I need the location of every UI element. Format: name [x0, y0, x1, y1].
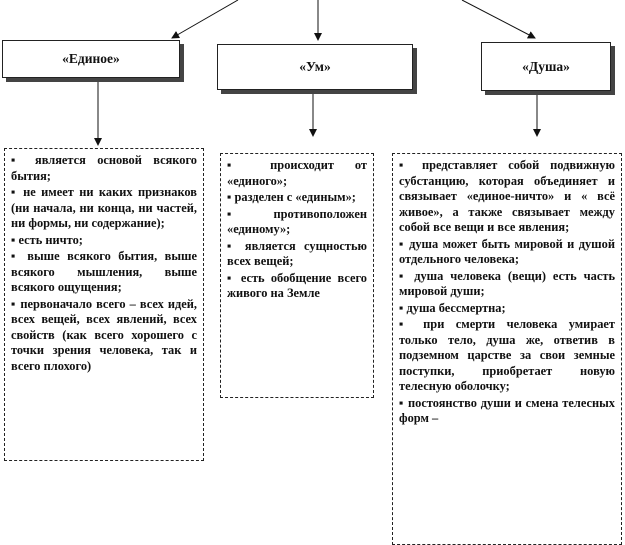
list-item: ▪ при смерти человека умирает только тело, душа же, ответив в подземном царстве за свои земные поступки, приобретает новую телесную оболочку;	[399, 317, 615, 395]
header-dusha	[481, 42, 611, 91]
list-item: ▪ происходит от «единого»;	[227, 158, 367, 189]
header-edinoe	[2, 40, 180, 78]
list-item: ▪ не имеет ни каких признаков (ни начала, ни конца, ни частей, ни формы, ни содержание);	[11, 185, 197, 232]
list-item: ▪ разделен с «единым»;	[227, 190, 367, 206]
header-um	[217, 44, 413, 90]
list-item: ▪ душа может быть мировой и душой отдельного человека;	[399, 237, 615, 268]
list-item: ▪ душа человека (вещи) есть часть мировой души;	[399, 269, 615, 300]
list-item: ▪ представляет собой подвижную субстанцию, которая объединяет и связывает «единое-ничто» и « всё живое», а также связывает между собой все вещи и все явления;	[399, 158, 615, 236]
list-item: ▪ постоянство души и смена телесных форм –	[399, 396, 615, 427]
list-item: ▪ есть обобщение всего живого на Земле	[227, 271, 367, 302]
arrow-to-edinoe	[172, 0, 238, 38]
list-item: ▪ является основой всякого бытия;	[11, 153, 197, 184]
arrow-to-dusha	[462, 0, 535, 38]
list-item: ▪ душа бессмертна;	[399, 301, 615, 317]
list-item: ▪ является сущностью всех вещей;	[227, 239, 367, 270]
header-edinoe-label: «Единое»	[62, 51, 120, 66]
list-item: ▪ первоначало всего – всех идей, всех вещей, всех явлений, всех свойств (как всего хорошего с точки зрения человека, так и всего плохого)	[11, 297, 197, 375]
header-dusha-label: «Душа»	[522, 58, 570, 74]
list-item: ▪ есть ничто;	[11, 233, 197, 249]
list-item: ▪ противоположен «единому»;	[227, 207, 367, 238]
column-edinoe-box	[4, 148, 204, 461]
column-dusha-box	[392, 153, 622, 545]
list-item: ▪ выше всякого бытия, выше всякого мышления, выше всякого ощущения;	[11, 249, 197, 296]
column-um-box	[220, 153, 374, 398]
header-um-label: «Ум»	[299, 59, 331, 74]
